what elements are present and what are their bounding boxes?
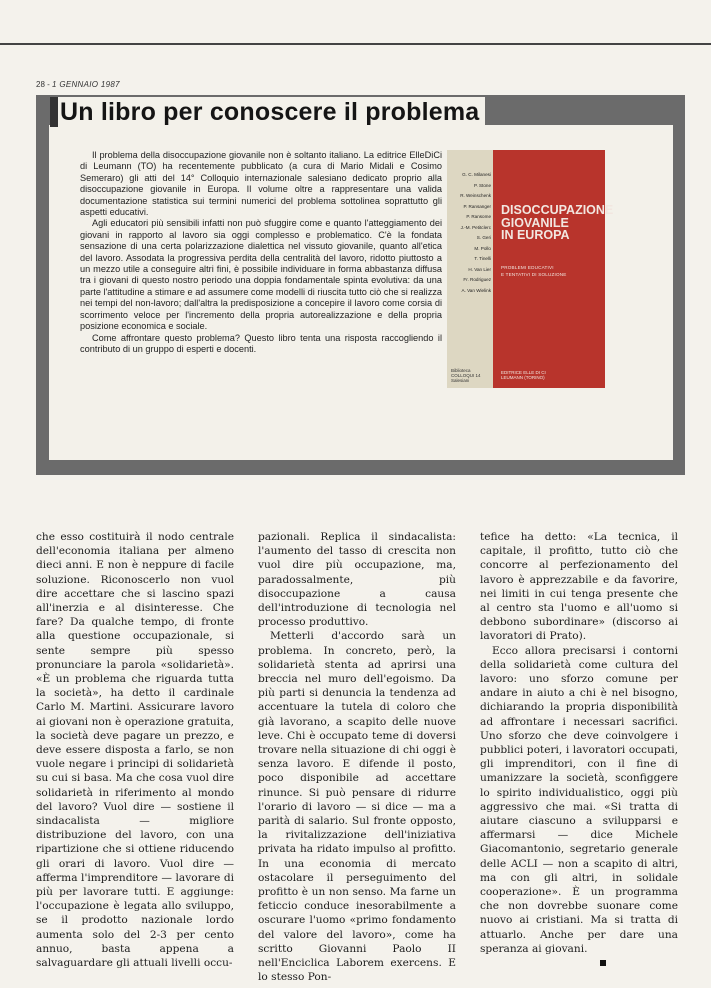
book-author: P. Ransanger: [463, 203, 491, 209]
top-rule: [0, 43, 711, 45]
book-author: S. Geri: [476, 235, 491, 240]
book-author: G. C. Milanesi: [462, 172, 491, 177]
body-column-1: [36, 530, 234, 970]
book-series-line: Salesiani: [451, 378, 470, 383]
issue-date: 1 GENNAIO 1987: [52, 80, 120, 89]
book-author: R. Weinschenk: [460, 193, 491, 198]
book-author: P. Ransome: [466, 214, 491, 219]
book-author: H. Van Lier: [468, 266, 491, 272]
body-paragraph: pazionali. Replica il sindacalista: l'aumento del tasso di crescita non vuol dire più occupazione, ma, paradossalmente, più disoccupazione a causa dell'introduzione di tecnologia nel processo produttivo.: [258, 531, 456, 629]
body-column-3: [480, 530, 678, 970]
book-title-line: GIOVANILE: [501, 215, 569, 230]
body-paragraph: che esso costituirà il nodo centrale dell'economia italiana per almeno dieci anni. E non è neppure di facile soluzione. Riconoscerlo non vuol dire accettare che si lascino spazi all'inerzia e al disinteresse. Che fare? Da qualche tempo, di fronte alla questione occupazionale, si sente sempre più spesso pronunciare la parola «solidarietà». «È un problema che riguarda tutta la società», ha detto il cardinale Carlo M. Martini. Assicurare lavoro ai giovani non è operazione gratuita, la società deve pagare un prezzo, e deve essere disposta a farlo, se non vuole negare i principi di solidarietà su cui si basa. Ma che cosa vuol dire solidarietà in riferimento al mondo del lavoro? Vuol dire — sostiene il sindacalista — migliore distribuzione del lavoro, con una ripartizione che si ottiene riducendo gli orari di lavoro. Vuol dire — afferma l'imprenditore — lavorare di più per lavorare tutti. E aggiunge: l'occupazione è legata allo sviluppo, se il prodotto nazionale lordo aumenta solo del 2-3 per cento annuo, basta appena a salvaguardare gli attuali livelli occu-: [36, 531, 234, 970]
book-cover-image: [447, 150, 614, 388]
article-title-band: [50, 97, 485, 127]
intro-paragraph: Come affrontare questo problema? Questo libro tenta una risposta raccogliendo il contributo di un gruppo di esperti e docenti.: [80, 332, 442, 354]
intro-paragraph: Il problema della disoccupazione giovanile non è soltanto italiano. La editrice ElleDiCi di Leumann (TO) ha recentemente pubblicato (a cura di Mario Midali e Cosimo Semeraro) gli atti del 14° Colloquio internazionale salesiano dedicato proprio alla disoccupazione giovanile in Europa. Il volume oltre a rappresentare una valida documentazione statistica sui termini numerici del problema sottolinea soprattutto gli aspetti educativi.: [80, 150, 442, 218]
article-body: [36, 530, 680, 984]
book-author: A. Van Wielink: [461, 287, 491, 293]
body-paragraph: tefice ha detto: «La tecnica, il capitale, il profitto, tutto ciò che concorre al perfezionamento del lavoro è apprezzabile e da favorire, nei limiti in cui tenga presente che al centro sta l'uomo e all'uomo si debbono subordinare» (discorso ai lavoratori di Prato).: [480, 531, 678, 643]
body-paragraph: Metterli d'accordo sarà un problema. In concreto, però, la solidarietà stenta ad aprirsi una breccia nel muro dell'egoismo. Da più parti si denuncia la tendenza ad accentuare la tutela di coloro che già lavorano, a scapito delle nuove leve. Chi è occupato teme di doversi trovare nella situazione di chi oggi è senza lavoro. E difende il posto, poco disponibile ad accettare rinunce. Si può pensare di ridurre l'orario di lavoro — si dice — ma a parità di salario. Sul fronte opposto, la rivitalizzazione dell'iniziativa privata ha ridato impulso al profitto. In una economia di mercato ostacolare il perseguimento del profitto è un non senso. Ma farne un feticcio conduce inesorabilmente a oscurare l'uomo «primo fondamento del valore del lavoro», come ha scritto Giovanni Paolo II nell'Enciclica Laborem exercens. E lo stesso Pon-: [258, 630, 456, 984]
article-intro: [80, 150, 442, 355]
book-title-line: IN EUROPA: [501, 228, 570, 242]
book-author: Fr. Rodriguez: [463, 277, 491, 282]
book-subtitle: [501, 265, 601, 278]
book-subtitle-line: E TENTATIVI DI SOLUZIONE: [501, 271, 567, 277]
book-author: J.-M. Petitclerc: [460, 224, 491, 230]
book-authors: [451, 170, 491, 296]
book-title-line: DISOCCUPAZIONE: [501, 203, 614, 217]
body-paragraph: Ecco allora precisarsi i contorni della solidarietà come cultura del lavoro: uno sforzo comune per andare in aiuto a chi è nel bisogno, dichiarando la propria disponibilità ad affrontare i necessari sacrifici. Uno sforzo che deve coinvolgere i pubblici poteri, i lavoratori occupati, gli imprenditori, con il fine di umanizzare la società, sconfiggere lo spirito individualistico, oggi più aggressivo che mai. «Si tratta di aiutare ciascuno a svilupparsi e affermarsi — dice Michele Giacomantonio, segretario generale delle ACLI — non a scapito di altri, ma con gli altri, in solidale cooperazione». È un programma che non dovrebbe suonare come nuovo ai cristiani. Ma si tratta di attuarlo. Anche per dare una speranza ai giovani.: [480, 644, 678, 955]
book-title: [501, 203, 614, 242]
book-publisher-line: LEUMANN (TORINO): [501, 375, 545, 380]
book-author: T. Tinelli: [474, 256, 491, 261]
book-series-line: Biblioteca: [451, 368, 471, 373]
book-publisher: [501, 370, 546, 380]
header-separator: -: [47, 80, 50, 89]
book-subtitle-line: PROBLEMI EDUCATIVI: [501, 265, 554, 270]
book-series-line: COLLOQUI 14: [451, 373, 481, 378]
book-publisher-line: EDITRICE ELLE DI CI: [501, 370, 546, 375]
book-author: M. Pollo: [474, 245, 491, 251]
article-title: Un libro per conoscere il problema: [60, 97, 480, 126]
book-author: P. Stone: [473, 182, 491, 188]
page-header: [36, 80, 120, 89]
book-series: [451, 368, 481, 383]
intro-paragraph: Agli educatori più sensibili infatti non può sfuggire come e quanto l'atteggiamento dei giovani in rapporto al lavoro sia oggi complesso e problematico. C'è la fondata sensazione di una certa polarizzazione dialettica nel vissuto giovanile, quanto all'etica del lavoro. Assodata la progressiva perdita della centralità del lavoro, ridotto piuttosto a un mezzo utile a conseguire altri fini, è possibile individuare in forma abbastanza diffusa tra i giovani di questo nostro periodo una doppia fondamentale spinta evolutiva: da una parte l'attitudine a stimare e ad assumere come modelli di riuscita tutto ciò che si realizza nei tempi del non-lavoro; dall'altra la predisposizione a concepire il lavoro come corsia di scorrimento veloce per l'incremento della propria autorealizzazione e della propria posizione economica e sociale.: [80, 218, 442, 332]
page-number: 28: [36, 80, 45, 89]
end-of-article-mark: [600, 960, 606, 966]
title-accent-bar: [50, 97, 58, 127]
body-column-2: [258, 530, 456, 985]
